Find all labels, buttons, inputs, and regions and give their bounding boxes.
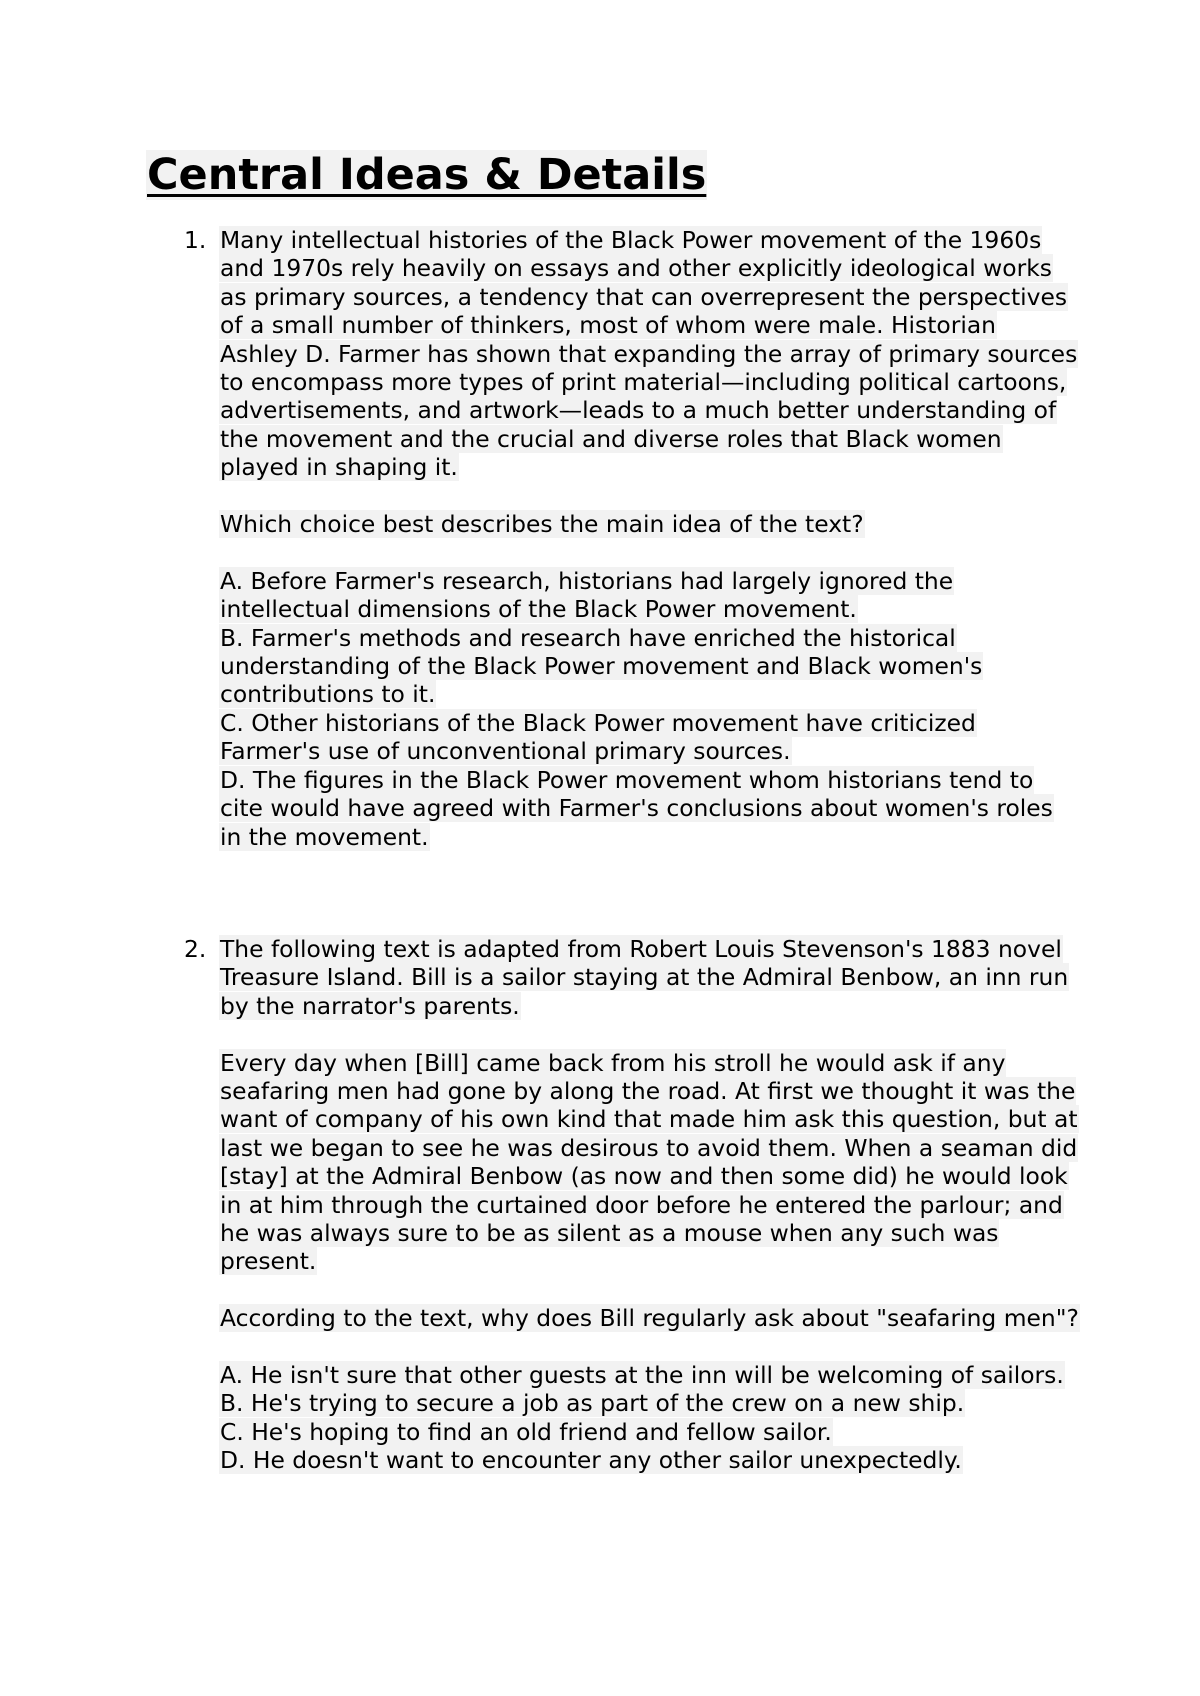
answer-choice-c: C. He's hoping to find an old friend and fellow sailor. — [220, 1417, 832, 1446]
question-number: 1. — [184, 226, 207, 254]
answer-choice-a: A. He isn't sure that other guests at the inn will be welcoming of sailors. — [220, 1361, 1064, 1390]
passage: Every day when [Bill] came back from his stroll he would ask if any seafaring men had gone by along the road. At first we thought it was the want of company of his own kind that made him ask this question, but at last we began to see he was desirous to avoid them. When a seaman did [stay] at the Admiral Benbow (as now and then some did) he would look in at him through the curtained door before he entered the parlour; and he was always sure to be as silent as a mouse when any such was present. — [220, 1048, 1078, 1276]
passage-intro: The following text is adapted from Robert Louis Stevenson's 1883 novel Treasure Island. Bill is a sailor staying at the Admiral Benbow, an inn run by the narrator's parents. — [220, 935, 1069, 1020]
question-number: 2. — [184, 935, 207, 963]
answer-choice-b: B. He's trying to secure a job as part of the crew on a new ship. — [220, 1389, 965, 1418]
question-prompt: Which choice best describes the main idea of the text? — [220, 510, 864, 539]
answer-choice-a: A. Before Farmer's research, historians had largely ignored the intellectual dimensions of the Black Power movement. — [220, 566, 954, 624]
question-body — [219, 935, 1081, 1475]
passage: Many intellectual histories of the Black Power movement of the 1960s and 1970s rely heavily on essays and other explicitly ideological works as primary sources, a tendency that can overrepresent the perspectives of a small number of thinkers, most of whom were male. Historian Ashley D. Farmer has shown that expanding the array of primary sources to encompass more types of print material—including political cartoons, advertisements, and artwork—leads to a much better understanding of the movement and the crucial and diverse roles that Black women played in shaping it. — [220, 226, 1078, 482]
answer-choice-b: B. Farmer's methods and research have enriched the historical understanding of the Black Power movement and Black women's contributions to it. — [220, 623, 983, 709]
question-prompt: According to the text, why does Bill regularly ask about "seafaring men"? — [220, 1304, 1079, 1333]
question-body — [219, 226, 1081, 851]
page-title: Central Ideas & Details — [147, 150, 707, 200]
answer-choice-d: D. He doesn't want to encounter any other sailor unexpectedly. — [220, 1446, 962, 1475]
answer-choice-c: C. Other historians of the Black Power movement have criticized Farmer's use of unconventional primary sources. — [220, 708, 976, 766]
answer-choice-d: D. The figures in the Black Power movement whom historians tend to cite would have agreed with Farmer's conclusions about women's roles in the movement. — [220, 765, 1053, 851]
